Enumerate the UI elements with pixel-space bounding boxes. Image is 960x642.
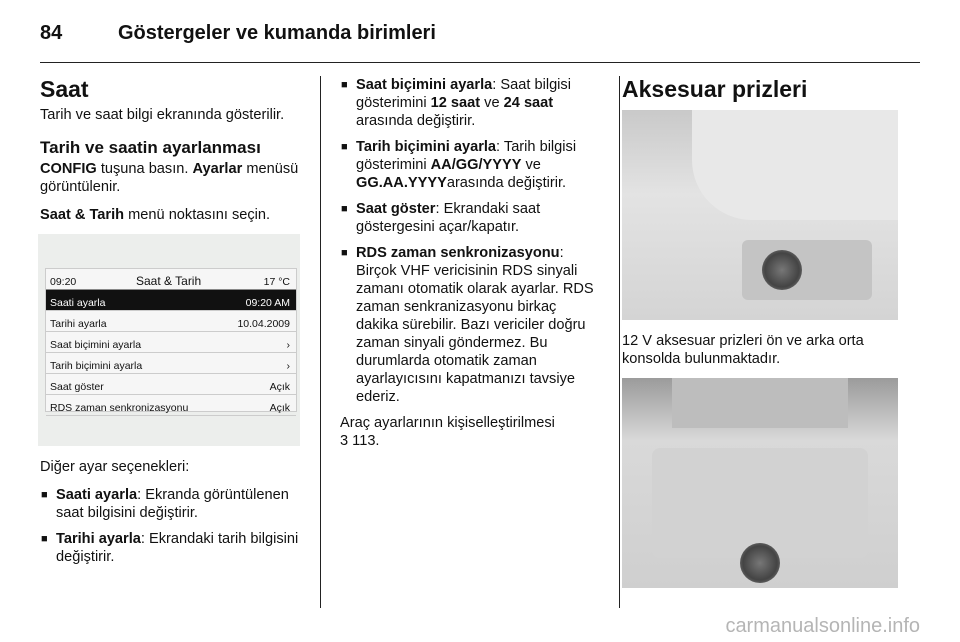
menu-row [46, 353, 296, 374]
console-panel [652, 448, 868, 558]
term: 24 saat [503, 95, 554, 111]
bullet-tarih-bicimi [340, 138, 602, 192]
heading-saat: Saat [40, 76, 89, 102]
bullet-term: RDS zaman senkronizasyonu [356, 245, 560, 261]
para-aksesuar: 12 V aksesuar prizleri ön ve arka orta konsolda bulunmaktadır. [622, 333, 864, 367]
term: GG.AA.YYYY [356, 175, 447, 191]
row-value: 10.04.2009 [237, 318, 290, 330]
bullet-rds [340, 244, 602, 406]
column-1 [40, 76, 306, 574]
text: tuşuna basın. [96, 161, 193, 177]
menu-ayarlar: Ayarlar [192, 161, 243, 177]
row-value: Açık [269, 402, 290, 414]
front-socket-photo [622, 110, 898, 320]
text: : Ekrandaki saat göstergesini açar/kapatır. [356, 201, 541, 235]
menu-row [46, 290, 296, 311]
bullet-tarihi-ayarla [40, 530, 306, 566]
row-value: 09:20 AM [245, 297, 290, 309]
heading-ayar: Tarih ve saatin ayarlanması [40, 138, 261, 157]
bullet-saat-goster [340, 200, 602, 236]
bullet-term: Saat göster [356, 201, 436, 217]
text: menüsü görüntülenir. [40, 161, 299, 195]
text: arasında değiştirir. [356, 113, 476, 129]
column-3 [622, 76, 912, 588]
bullet-text: : Ekranda görüntülenen saat bilgisini değiştirir. [56, 487, 289, 521]
column-divider [619, 76, 620, 608]
para-config [40, 160, 306, 196]
row-value: Açık [269, 381, 290, 393]
text: : Saat bilgisi gösterimini [356, 77, 571, 111]
chapter-title: Göstergeler ve kumanda birimleri [118, 22, 436, 44]
row-value: › [286, 339, 290, 351]
display-time: 09:20 [50, 276, 77, 288]
menu-row [46, 374, 296, 395]
menu-saat-tarih: Saat & Tarih [40, 207, 125, 223]
heading-aksesuar: Aksesuar prizleri [622, 76, 808, 102]
bullet-term: Tarih biçimini ayarla [356, 139, 497, 155]
term: AA/GG/YYYY [430, 157, 522, 173]
watermark: carmanualsonline.info [725, 615, 920, 637]
display-title: Saat & Tarih [136, 274, 202, 288]
bullet-text: : Ekrandaki tarih bilgisini değiştirir. [56, 531, 299, 565]
rear-vent [672, 378, 848, 428]
row-label: Saat biçimini ayarla [50, 339, 142, 351]
row-value: › [286, 360, 290, 372]
row-label: Saat göster [50, 381, 104, 393]
term: 12 saat [430, 95, 481, 111]
row-label: Tarihi ayarla [50, 318, 107, 330]
menu-row [46, 332, 296, 353]
menu-row [46, 311, 296, 332]
power-socket-icon [740, 543, 780, 583]
text: ve [480, 95, 504, 111]
config-key: CONFIG [40, 161, 97, 177]
display-temp: 17 °C [263, 276, 290, 288]
para-saat: Tarih ve saat bilgi ekranında gösterilir. [40, 107, 285, 123]
text: : Tarih bilgisi gösterimini [356, 139, 577, 173]
rear-socket-photo [622, 378, 898, 588]
column-divider [320, 76, 321, 608]
bullet-term: Tarihi ayarla [56, 531, 141, 547]
display-screen [45, 268, 297, 412]
bullet-saat-bicimi [340, 76, 602, 130]
text: menü noktasını seçin. [124, 207, 271, 223]
bullet-term: Saat biçimini ayarla [356, 77, 493, 93]
page-reference: 3 113. [340, 433, 380, 449]
display-top-bar [46, 269, 296, 290]
para-saat-tarih [40, 206, 306, 224]
text: Araç ayarlarının kişiselleştirilmesi [340, 415, 555, 431]
row-label: Saati ayarla [50, 297, 106, 309]
text: ve [521, 157, 541, 173]
bullet-saati-ayarla [40, 486, 306, 522]
row-label: Tarih biçimini ayarla [50, 360, 143, 372]
bullet-term: Saati ayarla [56, 487, 138, 503]
menu-row [46, 395, 296, 416]
row-label: RDS zaman senkronizasyonu [50, 402, 189, 414]
page-header [40, 12, 920, 58]
console-panel [692, 110, 898, 220]
power-socket-icon [762, 250, 802, 290]
column-2 [340, 76, 602, 460]
para-arac [340, 414, 602, 450]
text: arasında değiştirir. [446, 175, 567, 191]
text: : Birçok VHF vericisinin RDS sinyali zamanı otomatik olarak ayarlar. RDS zaman senkranizasyonu birkaç dakika sürebilir. Bazı vericiler doğru zaman sinyali göndermez. Bu durumlarda otomatik zaman ayarlayıcısını kapatmanızı tavsiye ederiz. [356, 245, 594, 405]
display-figure [38, 234, 300, 446]
para-diger: Diğer ayar seçenekleri: [40, 459, 190, 475]
header-rule [40, 62, 920, 63]
page-number: 84 [40, 22, 63, 44]
